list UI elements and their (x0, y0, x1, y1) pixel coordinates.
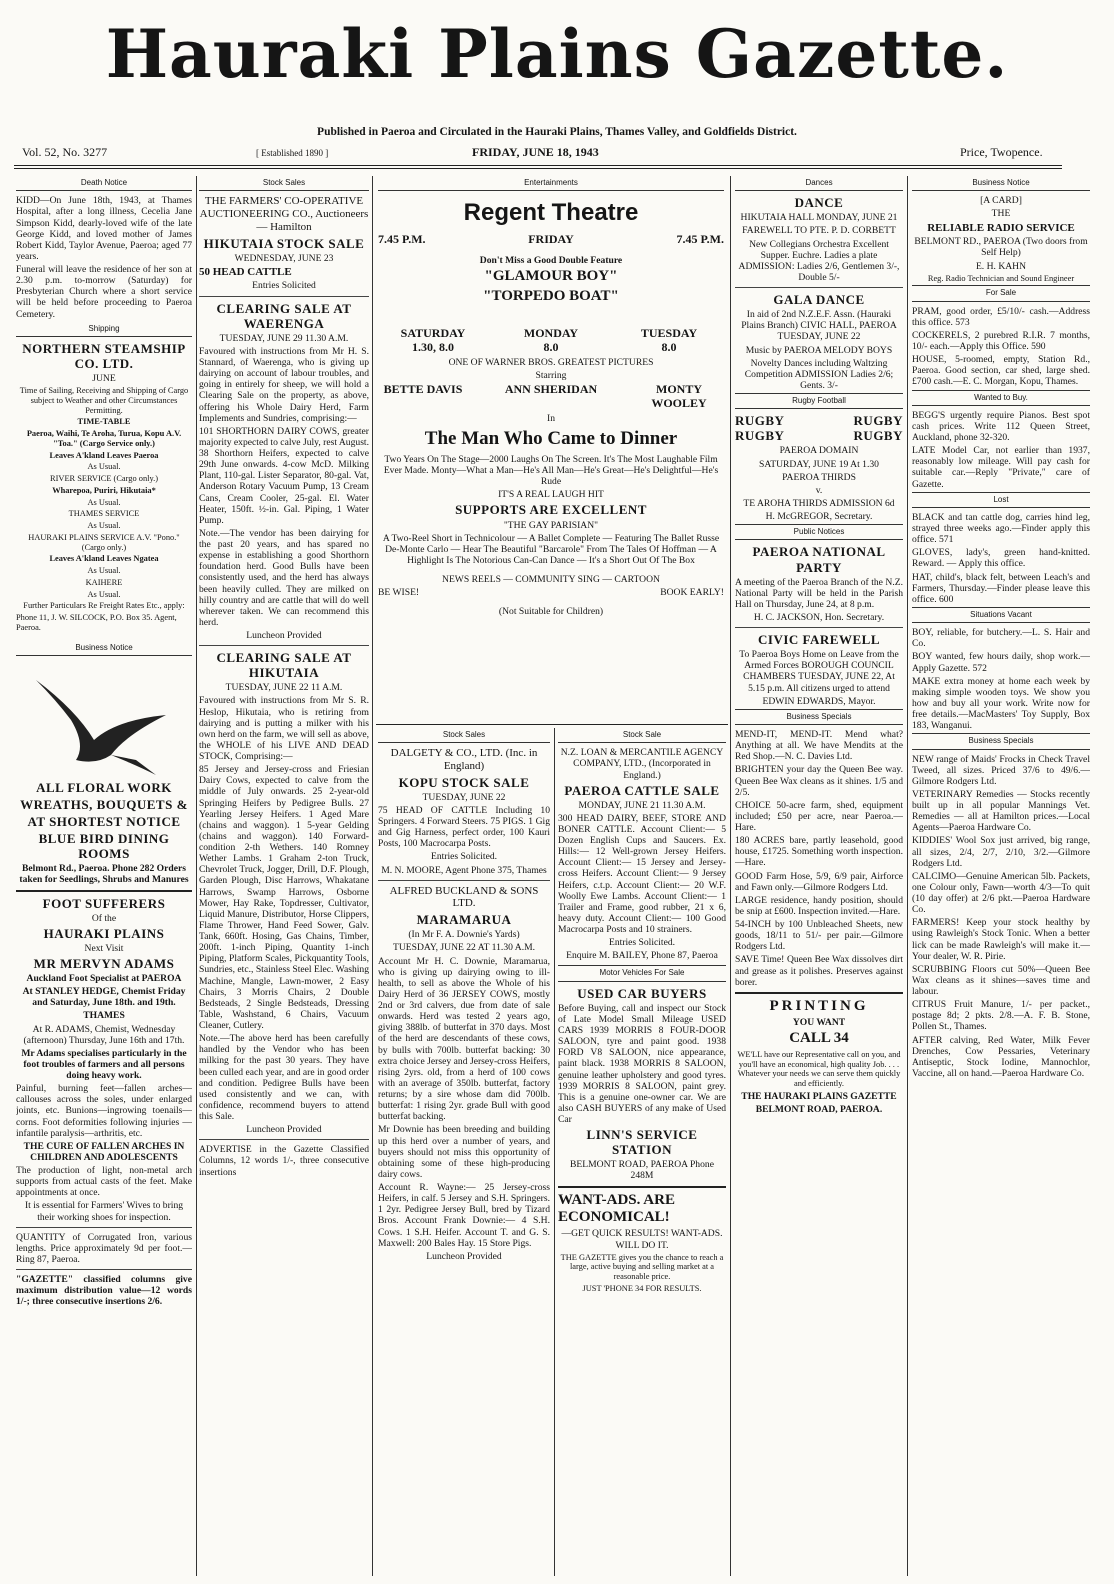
dateline (14, 146, 1062, 164)
column-divider (730, 176, 731, 1576)
section-header: Death Notice (16, 176, 192, 191)
foot-heading: HAURAKI PLAINS (43, 925, 165, 941)
gazette-address: BELMONT ROAD, PAEROA. (755, 1103, 883, 1115)
special-ad: NEW range of Maids' Frocks in Check Travel Tweed, all sizes. Priced 37/6 to 49/6.—Gilmore Rodgers Ltd. (912, 753, 1090, 787)
dance-title: GALA DANCE (773, 292, 865, 308)
wantads-phone: JUST 'PHONE 34 FOR RESULTS. (582, 1283, 702, 1293)
service-station: LINN'S SERVICE STATION (586, 1127, 698, 1158)
sale-list: Account R. Wayne:— 25 Jersey-cross Heifers, in calf. 5 Jersey and S.H. Springers. 1 2yr. Pedigree Jersey Bull, bred by Tizard Bros. Account Frank Downie:— 4 S.H. Cows. 1 S.H. Heifer. Account T. and G. S. Maxwell: 200 Bales Hay. 15 Store Pigs. (378, 1182, 550, 1249)
bluebird-details: Belmont Rd., Paeroa. Phone 282 Orders taken for Seedlings, Shrubs and Manures (19, 863, 189, 886)
car-list: Before Buying, call and inspect our Stock of Late Model Small Mileage USED CARS 1939 MORRIS 8 FOUR-DOOR SALOON, tyre and paint good. 1938 FORD V8 SALOON, nice appearance, paint black. 1938 MORRIS 8 SALOON, genuine leather upholstery and good tyres. 1939 MORRIS 8 SALOON, paint grey. This is a genuine one-owner car. We are also CASH BUYERS of any make of Used Car (558, 1002, 726, 1126)
classified-rates: "GAZETTE" classified columns give maximum distribution value—12 words 1/-; three consecutive insertions 2/6. (16, 1274, 192, 1308)
classified-ad: GLOVES, lady's, green hand-knitted. Reward. — Apply this office. (912, 547, 1090, 570)
sale-title: HIKUTAIA STOCK SALE (203, 235, 365, 251)
special-ad: SCRUBBING Floors cut 50%—Queen Bee Wax cleans as it shines—saves time and labour. (912, 963, 1090, 998)
section-header: Business Specials (735, 709, 903, 725)
column-1 (16, 176, 192, 1576)
stars-row (378, 383, 724, 411)
foot-text: Of the (91, 912, 117, 924)
sale-note: Mr Downie has been breeding and building up this herd over a number of years, and buyers should not miss this opportunity of obtaining some of these high-producing dairy cows. (378, 1124, 550, 1180)
divider (16, 1227, 192, 1228)
shipping-contact: Phone 11, J. W. SILCOCK, P.O. Box 35. Agent, Paeroa. (16, 613, 177, 632)
special-ad: BRIGHTEN your day the Queen Bee way. Queen Bee Wax cleans as it shines. 1/5 and 2/5. (735, 764, 903, 798)
section-header: Stock Sale (558, 728, 726, 743)
special-ad: FARMERS! Keep your stock healthy by using Rawleigh's Stock Tonic. When a better lick can be made Rawleigh's will make it.—Your dealer, W. R. Pirie. (912, 917, 1090, 962)
star-name: MONTY WOOLEY (651, 381, 707, 410)
shipping-route: RIVER SERVICE (Cargo only.) (50, 474, 158, 484)
special-ad: CITRUS Fruit Manure, 1/- per packet., postage 8d; 2 pkts. 2/8.—A. F. B. Stone, Pollen St., Thames. (912, 999, 1090, 1033)
gazette-name: THE HAURAKI PLAINS GAZETTE (741, 1090, 897, 1102)
notice-title: CIVIC FAREWELL (758, 632, 880, 648)
special-ad: SAVE Time! Queen Bee Wax dissolves dirt and grease as it polishes. Preserves against borer. (735, 954, 903, 988)
show-time: 1.30, 8.0 (412, 339, 454, 354)
sale-date: TUESDAY, JUNE 29 11.30 A.M. (219, 332, 349, 344)
auctioneer-name: N.Z. LOAN & MERCANTILE AGENCY COMPANY, LTD., (Incorporated in England.) (560, 747, 724, 781)
column-divider (196, 176, 197, 1576)
show-day: TUESDAY (640, 325, 698, 340)
auctioneer-name: THE FARMERS' CO-OPERATIVE AUCTIONEERING CO., Auctioneers — Hamilton (199, 195, 369, 233)
entries-note: Entries Solicited. (430, 851, 498, 863)
section-header: Public Notices (735, 524, 903, 540)
agent: M. N. MOORE, Agent Phone 375, Thames (381, 864, 547, 876)
foot-text: Mr Adams specialises particularly in the foot troubles of farmers and all persons doing heavy work. (21, 1047, 187, 1082)
section-header: Dances (735, 176, 903, 191)
auctioneer-name: ALFRED BUCKLAND & SONS LTD. (389, 884, 539, 910)
radio-role: Reg. Radio Technician and Sound Engineer (927, 273, 1075, 283)
star-name: ANN SHERIDAN (504, 381, 598, 396)
wantads-text: THE GAZETTE gives you the chance to reach a large, active buying and selling market at a reasonable price. (560, 1252, 724, 1282)
divider (16, 1269, 192, 1270)
notice-title: PAEROA NATIONAL PARTY (752, 544, 886, 575)
sale-note: Note.—The vendor has been dairying for the past 20 years, and has spared no expense in establishing a good Shorthorn foundation herd. Good Bulls have been consistently used, and the herd has always been heavily culled. They are milked on hilly country and are cattle that will do well wherever taken. We can recommend this herd. (199, 527, 369, 628)
notice-signature: EDWIN EDWARDS, Mayor. (762, 695, 876, 707)
divider (199, 1139, 369, 1140)
be-wise: BE WISE! (378, 587, 420, 599)
friday-row (378, 233, 724, 247)
film-title: "GLAMOUR BOY" (484, 268, 618, 285)
show-day: FRIDAY (528, 232, 574, 247)
wantads-heading: WANT-ADS. ARE ECONOMICAL! (558, 1191, 675, 1225)
shipping-status: As Usual. (87, 521, 121, 531)
shipping-month: JUNE (92, 373, 116, 385)
classified-ad: BLACK and tan cattle dog, carries hind leg, strayed three weeks ago.—Finder apply this office. 571 (912, 511, 1090, 546)
section-header: Stock Sales (378, 728, 550, 743)
shipping-route: THAMES SERVICE (68, 509, 140, 519)
foot-text: It is essential for Farmers' Wives to bring their working shoes for inspection. (24, 1200, 184, 1223)
printing-text: WE'LL have our Representative call on you, and you'll have an economical, high quality Job. . . . Whatever your needs we can serve them quickly and efficiently. (737, 1049, 901, 1089)
column-3a (378, 728, 550, 1580)
foot-text: At R. ADAMS, Chemist, Wednesday (afternoon) Thursday, June 16th and 17th. (23, 1023, 185, 1046)
sale-date: MONDAY, JUNE 21 11.30 A.M. (578, 799, 706, 811)
section-header: Shipping (16, 322, 192, 337)
dance-details: New Collegians Orchestra Excellent Supper. Euchre. Ladies a plate ADMISSION: Ladies 2/6, Gentlemen 3/-, Double 5/- (738, 238, 900, 283)
auctioneer-name: DALGETY & CO., LTD. (Inc. in England) (390, 747, 538, 773)
main-film-title: The Man Who Came to Dinner (424, 427, 678, 449)
section-header: For Sale (912, 285, 1090, 301)
sale-note: Note.—The above herd has been carefully handled by the Vendor who has been milking for the past 30 years. They have been culled each year, and are in good order and condition. Pedigree Bulls have been used consistently and we can, with confidence, recommend buyers to attend this Sale. (199, 1033, 369, 1123)
advertise-note: ADVERTISE in the Gazette Classified Columns, 12 words 1/-, three consecutive insertions (199, 1144, 369, 1178)
column-3b (558, 728, 726, 1580)
shipping-route: Wharepoa, Puriri, Hikutaia* (52, 485, 156, 495)
section-header: Situations Vacant (912, 607, 1090, 623)
foot-text: Painful, burning feet—fallen arches—callouses across the soles, under enlarged joints, etc. Bunions—ingrowing toenails—corns. Foot deformities following injuries — infantile paralysis—arthritis, etc. (16, 1083, 192, 1139)
special-ad: LARGE residence, handy position, should be snip at £600. Inspection invited.—Hare. (735, 894, 903, 917)
divider (199, 645, 369, 646)
rugby-secretary: H. McGREGOR, Secretary. (765, 511, 873, 523)
classified-ad: HOUSE, 5-roomed, empty, Station Rd., Paeroa. Good section, car shed, large shed. £700 cash.—E. C. Morgan, Kopu, Thames. (912, 354, 1090, 388)
rugby-team: TE AROHA THIRDS ADMISSION 6d (743, 497, 895, 509)
dance-title: DANCE (794, 195, 844, 211)
service-address: BELMONT ROAD, PAEROA Phone 248M (570, 1159, 714, 1182)
classified-ad: HAT, child's, black felt, between Leach's and Farmers, Thursday.—Finder please leave this office. 600 (912, 571, 1090, 605)
divider (558, 1186, 726, 1188)
special-ad: 180 ACRES bare, partly leasehold, good house, £1725. Something worth inspection.—Hare. (735, 835, 903, 869)
book-early: BOOK EARLY! (660, 587, 724, 599)
shipping-status: As Usual. (87, 566, 121, 576)
shipping-status: As Usual. (87, 589, 121, 599)
sale-date: WEDNESDAY, JUNE 23 (234, 252, 334, 264)
column-4 (735, 176, 903, 1576)
divider (199, 296, 369, 297)
classified-ad: MAKE extra money at home each week by making simple wooden toys. We show you how and buy all your work. Write now for free details.—MacMasters' Toy Supply, Box 183, Wanganui. (912, 675, 1090, 732)
schedule-row (378, 327, 724, 355)
foot-heading: THE CURE OF FALLEN ARCHES IN CHILDREN AND ADOLESCENTS (23, 1140, 185, 1163)
specialist-name: MR MERVYN ADAMS (33, 956, 175, 971)
shipping-status: As Usual. (87, 462, 121, 472)
newsreels-line: NEWS REELS — COMMUNITY SING — CARTOON (442, 574, 660, 586)
masthead-rule-2 (14, 168, 1062, 169)
shipping-times: Leaves A'kland Leaves Ngatea (49, 554, 159, 564)
sale-list: 101 SHORTHORN DAIRY COWS, greater majority expected to calve July, rest August. 38 Shorthorn Heifers, expected to calve 29th June onwards. 4-cow McD. Milking Plant, 110-gal. Lister Separator, 80-gal. Vat, Anderson Rotary Vacuum Pump, 13 Cream Cans, Cream Cooler, 25-gal. El. Water Heater, 150ft. ½-in. Gal. Piping, 1 Water Pump. (199, 425, 369, 526)
show-time: 8.0 (543, 339, 559, 354)
foot-text: THAMES (83, 1010, 125, 1022)
printing-call: CALL 34 (789, 1030, 849, 1047)
radio-owner: E. H. KAHN (975, 260, 1027, 272)
sale-date: TUESDAY, JUNE 22 AT 11.30 A.M. (392, 942, 536, 954)
divider (735, 627, 903, 628)
floral-heading: WREATHS, BOUQUETS & (20, 797, 188, 813)
dance-venue: HIKUTAIA HALL MONDAY, JUNE 21 (740, 212, 898, 224)
dance-music: Music by PAEROA MELODY BOYS (745, 344, 893, 356)
sale-list: 85 Jersey and Jersey-cross and Friesian Dairy Cows, expected to calve from the middle of July onwards. 25 2-year-old Springing Heifers by Pedigree Bulls. 27 Yearling Jersey Heifers. 1 Aged Mare (chains and waggon). 1 5-year Gelding (chains and waggon). 140 Forward-condition 2-th Wethers. 140 Romney Wether Lambs. 1 Graham 2-ton Truck, Chevrolet Truck, Jogger, Drill, D.F. Plough, Garden Plough, Disc Harrows, Whakatane Harrows, Swamp Harrows, Osborne Mower, Hay Rake, Topdresser, Cultivator, Liquid Manure, Distributor, Horse Clippers, Flame Thrower, Hand Feed Sower, Galv. Tank, 660ft. Hosing, Gas Chains, Timber, 200ft. 1-inch Piping, Quantity 1-inch Piping, Platform Scales, Pickquantity Tools, Sundries, etc., Stainless Steel Elec. Washing Machine, Mangle, Lawn-mower, 2 Easy Chairs, 3 Morris Chairs, 2 Double Bedsteads, 2 Single Bedsteads, Dressing Table, Washstand, 6 Chairs, Vacuum Cleaner, Cutlery. (199, 764, 369, 1032)
section-header: Wanted to Buy. (912, 390, 1090, 406)
special-ad: CHOICE 50-acre farm, shed, equipment included; £50 per acre, near Paeroa.—Hare. (735, 799, 903, 834)
floral-heading: AT SHORTEST NOTICE (27, 814, 181, 830)
agent: Enquire M. BAILEY, Phone 87, Paeroa (566, 950, 718, 962)
foot-text: Auckland Foot Specialist at PAEROA (26, 973, 182, 985)
volume-number: Vol. 52, No. 3277 (22, 145, 108, 159)
printing-sub: YOU WANT (792, 1017, 846, 1029)
entries-note: Entries Solicited (252, 280, 316, 292)
floral-heading: ALL FLORAL WORK (36, 779, 172, 795)
rugby-word: RUGBY (853, 428, 903, 444)
sale-location: (In Mr F. A. Downie's Yards) (408, 929, 520, 941)
short-title: "THE GAY PARISIAN" (503, 519, 599, 531)
foot-text: At STANLEY HEDGE, Chemist Friday and Saturday, June 18th. and 19th. (22, 986, 186, 1009)
section-header: Business Notice (16, 641, 192, 656)
sale-date: TUESDAY, JUNE 22 (422, 791, 506, 803)
rugby-team: PAEROA THIRDS (782, 471, 856, 483)
sale-title: MARAMARUA (416, 912, 512, 928)
masthead-subtitle: Published in Paeroa and Circulated in the Hauraki Plains, Thames Valley, and Goldfields District. (317, 126, 797, 138)
bluebird-name: BLUE BIRD DINING ROOMS (38, 831, 170, 862)
divider (376, 724, 728, 725)
issue-date: FRIDAY, JUNE 18, 1943 (472, 145, 599, 159)
card-label: [A CARD] (980, 195, 1022, 207)
timetable-label: TIME-TABLE (77, 417, 131, 427)
death-notice: KIDD—On June 18th, 1943, at Thames Hospital, after a long illness, Cecelia Jane Simpson Kidd, dearly-loved wife of the late George Kidd, and loved mother of James Robert Kidd, Taylor Avenue, Paeroa; aged 77 years. (16, 195, 192, 262)
sale-text: Favoured with instructions from Mr H. S. Stannard, of Waerenga, who is giving up dairying on account of labour troubles, and going in entirely for sheep, we will hold a Clearing Sale on the property, as above, offering his Whole Dairy Herd, Farm Implements and Sundries, comprising:— (199, 345, 369, 424)
section-header: Stock Sales (199, 176, 369, 191)
notice-text: To Paeroa Boys Home on Leave from the Armed Forces BOROUGH COUNCIL CHAMBERS TUESDAY, JUNE 22, At 5.15 p.m. All citizens urged to attend (739, 649, 899, 694)
show-time: 7.45 P.M. (378, 232, 426, 247)
rugby-versus: v. (815, 484, 823, 496)
radio-address: BELMONT RD., PAEROA (Two doors from Self Help) (914, 236, 1088, 259)
rugby-word: RUGBY (735, 428, 785, 444)
booking-row (378, 587, 724, 598)
section-header: Lost (912, 492, 1090, 508)
sale-title: CLEARING SALE AT WAERENGA (216, 300, 352, 331)
special-ad: 54-INCH by 100 Unbleached Sheets, new goods, 18/11 to 51/- per pair.—Gilmore Rodgers Ltd. (735, 919, 903, 953)
foot-text: Next Visit (84, 942, 124, 954)
show-day: SATURDAY (400, 325, 466, 340)
shipping-company: NORTHERN STEAMSHIP CO. LTD. (22, 340, 186, 371)
short-blurb: A Two-Reel Short in Technicolour — A Ballet Complete — Featuring The Ballet Russe De-Monte Carlo — Hear The Beautiful "Barcarole" From The Tales Of Hoffman — A Highlight Is The Notorious Can-Can Dance — It's a Short Out Of The Box (382, 532, 720, 566)
warner-note: ONE OF WARNER BROS. GREATEST PICTURES (448, 356, 654, 368)
film-blurb: Two Years On The Stage—2000 Laughs On The Screen. It's The Most Laughable Film Ever Made. Monty—What a Man—He's All Man—He's Great—He's Delightful—He's Rude (383, 453, 719, 488)
film-title: "TORPEDO BOAT" (483, 287, 619, 304)
sale-title: CLEARING SALE AT HIKUTAIA (216, 650, 352, 681)
section-header: Motor Vehicles For Sale (558, 965, 726, 981)
rugby-date: SATURDAY, JUNE 19 At 1.30 (759, 458, 879, 470)
sale-list: 75 HEAD OF CATTLE Including 10 Springers. 4 Forward Steers. 75 PIGS. 1 Gig and Gig Harness, perfect order, 100 Kauri Posts, 100 Macrocarpa Posts. (378, 804, 550, 850)
foot-heading: FOOT SUFFERERS (42, 895, 166, 911)
sale-text: Account Mr H. C. Downie, Maramarua, who is giving up dairying owing to ill-health, to sell as above the Whole of his Dairy Herd of 36 JERSEY COWS, mostly 2nd or 3rd calvers, due from date of sale onwards. Herd was tested 2 years ago, giving 388lb. of butterfat in 370 days. Most of the herd are descendants of these cows, by bulls with 700lb. butterfat backing: 30 extra choice Jersey and Jersey-cross Heifers, rising 2yrs. old, from a herd of 100 cows with an average of 350lb. butterfat, factory returns; by a sire whose dam did 700lb. butterfat: 1 rising 2yr. grade Bull with good butterfat backing. (378, 955, 550, 1123)
shipping-route: KAIHERE (85, 577, 123, 587)
column-2 (199, 176, 369, 1576)
laugh-line: IT'S A REAL LAUGH HIT (498, 489, 604, 501)
foot-text: The production of light, non-metal arch supports from actual casts of the feet. Make appointments at once. (16, 1165, 192, 1199)
sale-list: 300 HEAD DAIRY, BEEF, STORE AND BONER CATTLE. Account Client:— 5 Dozen English Cups and Saucers. Ex. Hills:— 12 Well-grown Jersey Heifers. Account Client:— 15 Jersey and Jersey-cross Heifers. Account Client:— 9 Jersey Heifers, c.t.p. Account Client:— 20 W.F. Woolly Ewe Lambs. Account Client:— 1 Trailer and Frame, good rubber, 21 x 6, heavy duty. Account Client:— 100 Good Macrocarpa Posts and 10 strainers. (558, 812, 726, 936)
shipping-times: Leaves A'kland Leaves Paeroa (49, 450, 159, 460)
wantads-text: —GET QUICK RESULTS! WANT-ADS. WILL DO IT. (561, 1228, 723, 1251)
dance-details: In aid of 2nd N.Z.E.F. Assn. (Hauraki Plains Branch) CIVIC HALL, PAEROA TUESDAY, JUNE 22 (741, 309, 897, 343)
section-header: Entertainments (378, 176, 724, 191)
luncheon-note: Luncheon Provided (246, 1124, 322, 1136)
rugby-word: RUGBY (735, 413, 785, 429)
notice-text: A meeting of the Paeroa Branch of the N.Z. National Party will be held in the Parish Hall on Thursday, June 24, at 8 p.m. (735, 576, 903, 610)
classified-ad: BOY, reliable, for butchery.—L. S. Hair and Co. (912, 627, 1090, 650)
show-time: 7.45 P.M. (676, 232, 724, 247)
show-day: MONDAY (523, 325, 579, 340)
sale-text: Favoured with instructions from Mr S. R. Heslop, Hikutaia, who is retiring from dairying and is putting a milker with his own herd on the farm, we will sell as above, the WHOLE of his LIVE AND DEAD STOCK, Comprising:— (199, 695, 369, 763)
shipping-further: Further Particulars Re Freight Rates Etc., apply: (23, 601, 185, 611)
rugby-row (735, 428, 903, 443)
special-ad: AFTER calving, Red Water, Milk Fever Drenches, Cow Pessaries, Veterinary Antiseptic, Stock Iodine, Mannochlor, Vaccine, all on hand.—Paeroa Hardware Co. (912, 1034, 1090, 1079)
shipping-status: As Usual. (87, 497, 121, 507)
classified-ad: COCKERELS, 2 purebred R.I.R. 7 months, 10/- each.—Apply this Office. 590 (912, 329, 1090, 353)
luncheon-note: Luncheon Provided (426, 1250, 502, 1262)
rugby-word: RUGBY (853, 413, 903, 429)
double-feature: Don't Miss a Good Double Feature (479, 255, 623, 266)
shipping-route: Paeroa, Waihi, Te Aroha, Turua, Kopu A.V. "Toa." (Cargo Service only.) (26, 429, 182, 448)
shipping-route: HAURAKI PLAINS SERVICE A.V. "Pono." (Cargo only.) (28, 532, 180, 552)
used-car-heading: USED CAR BUYERS (577, 985, 707, 1001)
special-ad: MEND-IT, MEND-IT. Mend what? Anything at all. We have Mendits at the Red Shop.—N. C. Davies Ltd. (735, 729, 903, 763)
classified-ad: BEGG'S urgently require Pianos. Best spot cash prices. Write 112 Queen Street, Auckland, phone 32-320. (912, 409, 1090, 444)
theatre-name: Regent Theatre (463, 199, 639, 227)
special-ad: GOOD Farm Hose, 5/9, 6/9 pair, Airforce and Fawn only.—Gilmore Rodgers Ltd. (735, 870, 903, 893)
special-ad: VETERINARY Remedies — Stocks recently built up in all popular Mannings Vet. Remedies — all at Hamilton prices.—Local Agents—Paeroa Hardware Co. (912, 788, 1090, 834)
masthead-rule (14, 165, 1062, 166)
column-divider (907, 176, 908, 1576)
column-divider (554, 728, 555, 1576)
show-time: 8.0 (661, 339, 677, 354)
notice-signature: H. C. JACKSON, Hon. Secretary. (753, 612, 885, 624)
established-note: [ Established 1890 ] (256, 148, 329, 158)
dance-farewell: FAREWELL TO PTE. P. D. CORBETT (742, 225, 896, 237)
special-ad: CALCIMO—Genuine American 5lb. Packets, one Colour only, Fawn—worth 4/3—To quit (10 day offer) at 2/6 pkt.—Paeroa Hardware Co. (912, 870, 1090, 916)
quantity-ad: QUANTITY of Corrugated Iron, various lengths. Price approximately 9d per foot.—Ring 87, Paeroa. (16, 1231, 192, 1265)
funeral-notice: Funeral will leave the residence of her son at 2.30 p.m. to-morrow (Saturday) for Presbyterian Church where a short service will be held before proceeding to Paeroa Cemetery. (16, 264, 192, 320)
card-the: THE (991, 208, 1011, 220)
column-divider (372, 176, 373, 1576)
starring-label: Starring (535, 369, 567, 381)
not-suitable: (Not Suitable for Children) (498, 606, 604, 618)
divider (735, 992, 903, 994)
masthead-title: Hauraki Plains Gazette. (105, 15, 1009, 93)
divider (378, 880, 550, 881)
rugby-venue: PAEROA DOMAIN (779, 445, 859, 457)
sale-title: KOPU STOCK SALE (398, 774, 530, 790)
printing-heading: PRINTING (769, 997, 869, 1014)
sale-date: TUESDAY, JUNE 22 11 A.M. (225, 682, 343, 694)
in-label: In (547, 412, 555, 424)
special-ad: KIDDIES' Wool Sox just arrived, big range, all sizes, 2/4, 2/7, 2/10, 3/2.—Gilmore Rodgers Ltd. (912, 835, 1090, 869)
sale-cattle: 50 HEAD CATTLE (199, 265, 292, 278)
star-name: BETTE DAVIS (383, 381, 463, 396)
shipping-intro: Time of Sailing, Receiving and Shipping of Cargo subject to Weather and other Circumstances Permitting. (19, 386, 189, 415)
divider (16, 890, 192, 892)
classified-ad: BOY wanted, few hours daily, shop work.—Apply Gazette. 572 (912, 651, 1090, 674)
dance-details: Novelty Dances including Waltzing Competition ADMISSION Ladies 2/6; Gents. 3/- (744, 357, 894, 391)
section-header: Rugby Football (735, 393, 903, 409)
supports-line: SUPPORTS ARE EXCELLENT (455, 502, 647, 518)
luncheon-note: Luncheon Provided (246, 630, 322, 641)
classified-ad: PRAM, good order, £5/10/- cash.—Address this office. 573 (912, 305, 1090, 328)
entries-note: Entries Solicited. (608, 937, 676, 949)
bluebird-illustration (16, 660, 192, 778)
rugby-row (735, 413, 903, 428)
divider (735, 287, 903, 288)
section-header: Business Specials (912, 733, 1090, 749)
entertainments-block (378, 176, 724, 721)
classified-ad: LATE Model Car, not earlier than 1937, reasonably low mileage. Will pay cash for suitable car.—Reply "Private," care of Gazette. (912, 445, 1090, 490)
sale-title: PAEROA CATTLE SALE (564, 782, 720, 798)
price: Price, Twopence. (960, 145, 1043, 159)
section-header: Business Notice (912, 176, 1090, 191)
column-5 (912, 176, 1090, 1576)
radio-service: RELIABLE RADIO SERVICE (927, 221, 1075, 234)
